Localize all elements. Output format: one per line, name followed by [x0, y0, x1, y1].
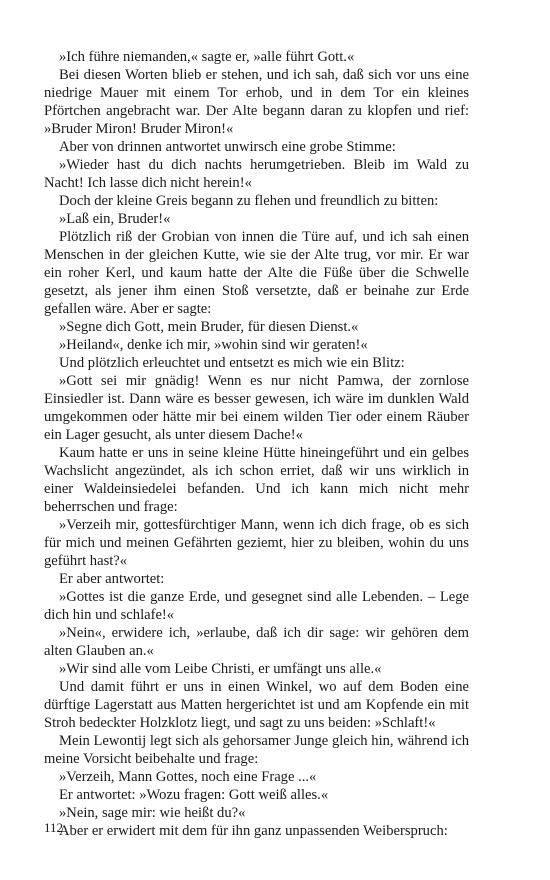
- paragraph: »Wieder hast du dich nachts herumgetrieben. Bleib im Wald zu Nacht! Ich lasse dich nicht herein!«: [44, 157, 469, 191]
- paragraph: »Nein«, erwidere ich, »erlaube, daß ich dir sage: wir gehören dem alten Glauben an.«: [44, 625, 469, 659]
- paragraph: Plötzlich riß der Grobian von innen die Türe auf, und ich sah einen Menschen in der gleichen Kutte, wie sie der Alte trug, vor mir. Er war ein roher Kerl, und kaum hatte der Alte die Füße über die Schwelle gesetzt, als jener ihm einen Stoß versetzte, daß er beinahe zur Erde gefallen wäre. Aber er sagte:: [44, 229, 469, 317]
- paragraph: Doch der kleine Greis begann zu flehen und freundlich zu bitten:: [59, 193, 439, 209]
- paragraph: Er antwortet: »Wozu fragen: Gott weiß alles.«: [59, 787, 329, 803]
- paragraph: »Gottes ist die ganze Erde, und gesegnet sind alle Lebenden. – Lege dich hin und schlafe!«: [44, 589, 469, 623]
- paragraph: Und damit führt er uns in einen Winkel, wo auf dem Boden eine dürftige Lagerstatt aus Matten hergerichtet ist und am Kopfende ein mit Stroh bedeckter Holzklotz liegt, und sagt zu uns beiden: »Schlaft!«: [44, 679, 469, 731]
- page-number: 112: [44, 820, 64, 835]
- paragraph: Bei diesen Worten blieb er stehen, und ich sah, daß sich vor uns eine niedrige Mauer mit einem Tor erhob, und in dem Tor ein kleines Pförtchen angebracht war. Der Alte begann daran zu klopfen und rief: »Bruder Miron! Bruder Miron!«: [44, 67, 469, 137]
- body-text: [44, 48, 469, 840]
- paragraph: Aber er erwidert mit dem für ihn ganz unpassenden Weiberspruch:: [59, 823, 448, 839]
- paragraph: »Verzeih, Mann Gottes, noch eine Frage ...«: [59, 769, 317, 785]
- paragraph: »Segne dich Gott, mein Bruder, für diesen Dienst.«: [59, 319, 359, 335]
- paragraph: Und plötzlich erleuchtet und entsetzt es mich wie ein Blitz:: [59, 355, 405, 371]
- paragraph: Aber von drinnen antwortet unwirsch eine grobe Stimme:: [59, 139, 396, 155]
- paragraph: »Gott sei mir gnädig! Wenn es nur nicht Pamwa, der zornlose Einsiedler ist. Dann wäre es besser gewesen, ich wäre im dunklen Wald umgekommen oder hätte mir bei einem wilden Tier oder einem Räuber ein Lager gesucht, als unter diesem Dache!«: [44, 373, 469, 443]
- paragraph: Er aber antwortet:: [59, 571, 165, 587]
- paragraph: Mein Lewontij legt sich als gehorsamer Junge gleich hin, während ich meine Vorsicht beibehalte und frage:: [44, 733, 469, 767]
- paragraph: »Wir sind alle vom Leibe Christi, er umfängt uns alle.«: [59, 661, 382, 677]
- paragraph: »Heiland«, denke ich mir, »wohin sind wir geraten!«: [59, 337, 368, 353]
- paragraph: »Ich führe niemanden,« sagte er, »alle führt Gott.«: [59, 49, 355, 65]
- paragraph: »Nein, sage mir: wie heißt du?«: [59, 805, 246, 821]
- paragraph: »Laß ein, Bruder!«: [59, 211, 171, 227]
- paragraph: »Verzeih mir, gottesfürchtiger Mann, wenn ich dich frage, ob es sich für mich und meinen Gefährten geziemt, hier zu bleiben, wohin du uns geführt hast?«: [44, 517, 469, 569]
- paragraph: Kaum hatte er uns in seine kleine Hütte hineingeführt und ein gelbes Wachslicht angezündet, als ich schon erriet, daß wir uns wirklich in einer Waldeinsiedelei befanden. Und ich kann mich nicht mehr beherrschen und frage:: [44, 445, 469, 515]
